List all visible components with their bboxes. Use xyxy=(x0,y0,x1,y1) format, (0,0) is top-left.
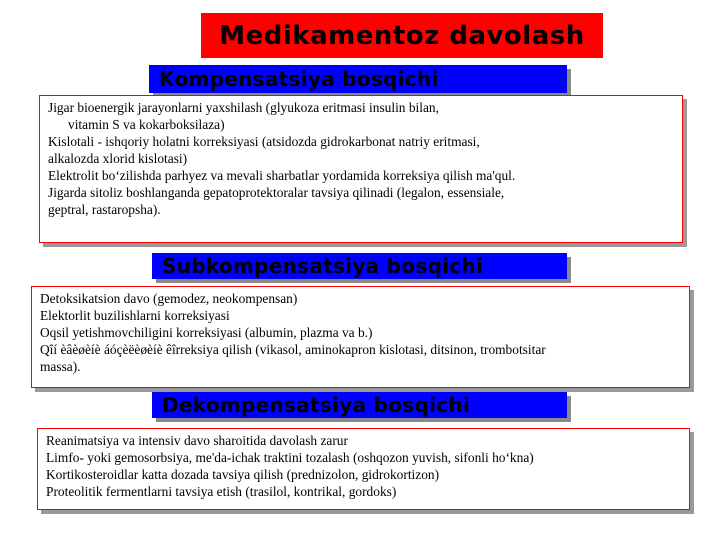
section-box-kompensatsiya xyxy=(39,95,683,243)
list-item: Jigarda sitoliz boshlanganda gepatoprotektoralar tavsiya qilinadi (legalon, essensiale, xyxy=(48,185,505,200)
list-item: Elektrolit bo‘zilishda parhyez va mevali sharbatlar yordamida korreksiya qilish ma'qul. xyxy=(48,168,516,183)
stage-heading-kompensatsiya xyxy=(149,65,567,93)
list-item: Oqsil yetishmovchiligini korreksiyasi (albumin, plazma va b.) xyxy=(40,325,373,340)
list-item: Limfo- yoki gemosorbsiya, me'da-ichak traktini tozalash (oshqozon yuvish, sifonli ho‘kna) xyxy=(46,450,534,465)
list-item: alkalozda xlorid kislotasi) xyxy=(48,151,188,166)
list-item: Qîí èâèøèíè áóçèëèøèíè êîrreksiya qilish (vikasol, aminokapron kislotasi, ditsinon, trombotsitar xyxy=(40,342,546,357)
section-box-subkompensatsiya xyxy=(31,286,690,388)
list-item: Reanimatsiya va intensiv davo sharoitida davolash zarur xyxy=(46,433,348,448)
stage-heading-subkompensatsiya xyxy=(152,253,567,279)
page-title: Medikamentoz davolash xyxy=(219,20,585,51)
list-item: Proteolitik fermentlarni tavsiya etish (trasilol, kontrikal, gordoks) xyxy=(46,484,397,499)
list-item: vitamin S va kokarboksilaza) xyxy=(68,117,225,132)
list-item: Kortikosteroidlar katta dozada tavsiya qilish (prednizolon, gidrokortizon) xyxy=(46,467,440,482)
stage-heading-text: Kompensatsiya bosqichi xyxy=(159,67,439,91)
title-banner xyxy=(201,13,603,58)
list-item: Detoksikatsion davo (gemodez, neokompensan) xyxy=(40,291,298,306)
section-box-dekompensatsiya xyxy=(37,428,690,510)
list-item: Elektorlit buzilishlarni korreksiyasi xyxy=(40,308,230,323)
stage-heading-text: Subkompensatsiya bosqichi xyxy=(162,254,484,278)
list-item: Kislotali - ishqoriy holatni korreksiyasi (atsidozda gidrokarbonat natriy eritmasi, xyxy=(48,134,480,149)
list-item: geptral, rastaropsha). xyxy=(48,202,161,217)
list-item: Jigar bioenergik jarayonlarni yaxshilash (glyukoza eritmasi insulin bilan, xyxy=(48,100,439,115)
list-item: massa). xyxy=(40,359,81,374)
stage-heading-text: Dekompensatsiya bosqichi xyxy=(162,393,471,417)
stage-heading-dekompensatsiya xyxy=(152,392,567,418)
